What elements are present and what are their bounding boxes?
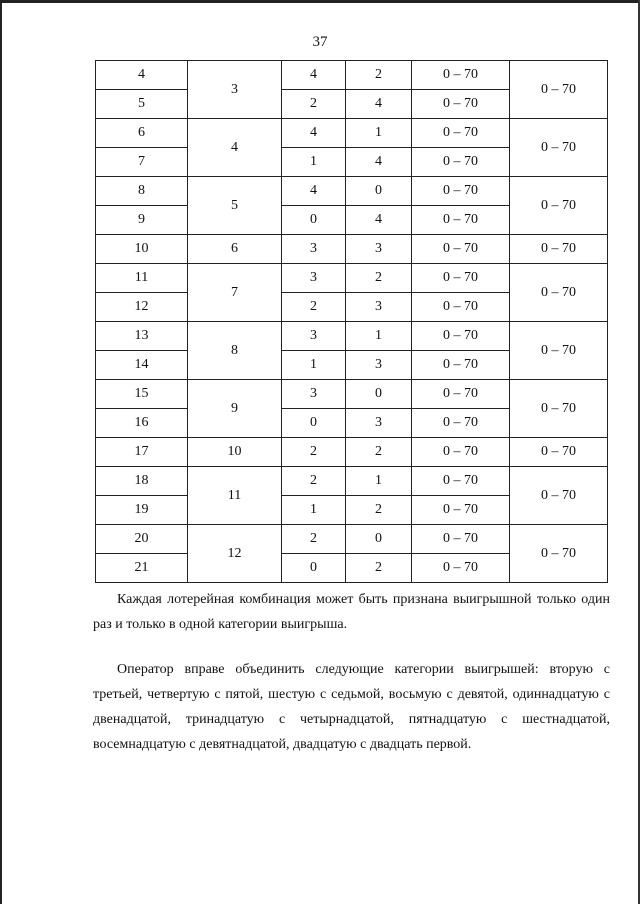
prize-table [95, 60, 608, 583]
table-row [96, 380, 608, 409]
matches-field-two-cell: 4 [346, 206, 412, 235]
category-range-cell: 0 – 70 [510, 264, 608, 322]
category-cell: 12 [188, 525, 282, 583]
category-cell: 9 [188, 380, 282, 438]
row-range-cell: 0 – 70 [412, 496, 510, 525]
page-edge-left [0, 0, 2, 904]
paragraph-merge-categories [93, 657, 610, 757]
matches-field-one-cell: 0 [282, 409, 346, 438]
combination-number-cell: 15 [96, 380, 188, 409]
matches-field-two-cell: 3 [346, 293, 412, 322]
matches-field-one-cell: 0 [282, 554, 346, 583]
row-range-cell: 0 – 70 [412, 235, 510, 264]
matches-field-one-cell: 2 [282, 438, 346, 467]
matches-field-two-cell: 1 [346, 467, 412, 496]
row-range-cell: 0 – 70 [412, 119, 510, 148]
matches-field-two-cell: 0 [346, 177, 412, 206]
combination-number-cell: 5 [96, 90, 188, 119]
row-range-cell: 0 – 70 [412, 380, 510, 409]
row-range-cell: 0 – 70 [412, 351, 510, 380]
matches-field-one-cell: 1 [282, 496, 346, 525]
table-row [96, 177, 608, 206]
matches-field-one-cell: 3 [282, 380, 346, 409]
category-cell: 5 [188, 177, 282, 235]
matches-field-two-cell: 2 [346, 554, 412, 583]
prize-table-body [96, 61, 608, 583]
row-range-cell: 0 – 70 [412, 61, 510, 90]
combination-number-cell: 7 [96, 148, 188, 177]
page-number: 37 [312, 34, 328, 50]
category-range-cell: 0 – 70 [510, 61, 608, 119]
combination-number-cell: 11 [96, 264, 188, 293]
matches-field-one-cell: 2 [282, 467, 346, 496]
category-cell: 4 [188, 119, 282, 177]
table-row [96, 264, 608, 293]
row-range-cell: 0 – 70 [412, 322, 510, 351]
combination-number-cell: 21 [96, 554, 188, 583]
category-cell: 6 [188, 235, 282, 264]
table-row [96, 61, 608, 90]
combination-number-cell: 4 [96, 61, 188, 90]
matches-field-two-cell: 0 [346, 380, 412, 409]
combination-number-cell: 14 [96, 351, 188, 380]
matches-field-one-cell: 4 [282, 61, 346, 90]
combination-number-cell: 8 [96, 177, 188, 206]
category-range-cell: 0 – 70 [510, 322, 608, 380]
category-range-cell: 0 – 70 [510, 525, 608, 583]
row-range-cell: 0 – 70 [412, 409, 510, 438]
table-row [96, 119, 608, 148]
matches-field-two-cell: 3 [346, 235, 412, 264]
paragraph-uniqueness-text: Каждая лотерейная комбинация может быть признана выигрышной только один раз и только в одной категории выигрыша. [93, 592, 610, 632]
category-range-cell: 0 – 70 [510, 119, 608, 177]
combination-number-cell: 19 [96, 496, 188, 525]
matches-field-one-cell: 1 [282, 351, 346, 380]
category-range-cell: 0 – 70 [510, 467, 608, 525]
category-cell: 7 [188, 264, 282, 322]
category-cell: 11 [188, 467, 282, 525]
table-row [96, 235, 608, 264]
table-row [96, 467, 608, 496]
matches-field-two-cell: 2 [346, 61, 412, 90]
row-range-cell: 0 – 70 [412, 206, 510, 235]
row-range-cell: 0 – 70 [412, 554, 510, 583]
matches-field-two-cell: 2 [346, 264, 412, 293]
matches-field-one-cell: 1 [282, 148, 346, 177]
matches-field-one-cell: 3 [282, 322, 346, 351]
combination-number-cell: 12 [96, 293, 188, 322]
matches-field-two-cell: 0 [346, 525, 412, 554]
row-range-cell: 0 – 70 [412, 90, 510, 119]
row-range-cell: 0 – 70 [412, 467, 510, 496]
table-row [96, 438, 608, 467]
combination-number-cell: 10 [96, 235, 188, 264]
category-range-cell: 0 – 70 [510, 438, 608, 467]
combination-number-cell: 6 [96, 119, 188, 148]
matches-field-two-cell: 4 [346, 90, 412, 119]
row-range-cell: 0 – 70 [412, 264, 510, 293]
category-cell: 3 [188, 61, 282, 119]
page-edge-top [0, 0, 640, 3]
combination-number-cell: 20 [96, 525, 188, 554]
combination-number-cell: 13 [96, 322, 188, 351]
matches-field-two-cell: 1 [346, 322, 412, 351]
category-cell: 10 [188, 438, 282, 467]
row-range-cell: 0 – 70 [412, 438, 510, 467]
row-range-cell: 0 – 70 [412, 148, 510, 177]
matches-field-one-cell: 3 [282, 264, 346, 293]
matches-field-one-cell: 4 [282, 177, 346, 206]
matches-field-two-cell: 3 [346, 409, 412, 438]
matches-field-one-cell: 2 [282, 90, 346, 119]
category-cell: 8 [188, 322, 282, 380]
matches-field-two-cell: 1 [346, 119, 412, 148]
category-range-cell: 0 – 70 [510, 177, 608, 235]
combination-number-cell: 16 [96, 409, 188, 438]
matches-field-two-cell: 4 [346, 148, 412, 177]
row-range-cell: 0 – 70 [412, 177, 510, 206]
row-range-cell: 0 – 70 [412, 293, 510, 322]
matches-field-two-cell: 2 [346, 496, 412, 525]
table-row [96, 322, 608, 351]
combination-number-cell: 9 [96, 206, 188, 235]
row-range-cell: 0 – 70 [412, 525, 510, 554]
paragraph-uniqueness [93, 587, 610, 637]
matches-field-one-cell: 2 [282, 293, 346, 322]
category-range-cell: 0 – 70 [510, 235, 608, 264]
matches-field-one-cell: 2 [282, 525, 346, 554]
table-row [96, 525, 608, 554]
matches-field-two-cell: 3 [346, 351, 412, 380]
category-range-cell: 0 – 70 [510, 380, 608, 438]
combination-number-cell: 18 [96, 467, 188, 496]
matches-field-two-cell: 2 [346, 438, 412, 467]
matches-field-one-cell: 3 [282, 235, 346, 264]
matches-field-one-cell: 0 [282, 206, 346, 235]
matches-field-one-cell: 4 [282, 119, 346, 148]
combination-number-cell: 17 [96, 438, 188, 467]
paragraph-merge-categories-text: Оператор вправе объединить следующие категории выигрышей: вторую с третьей, четвертую с пятой, шестую с седьмой, восьмую с девятой, одиннадцатую с двенадцатой, тринадцатую с четырнадцатой, пятнадцатую с шестнадцатой, восемнадцатую с девятнадцатой, двадцатую с двадцать первой. [93, 662, 610, 752]
